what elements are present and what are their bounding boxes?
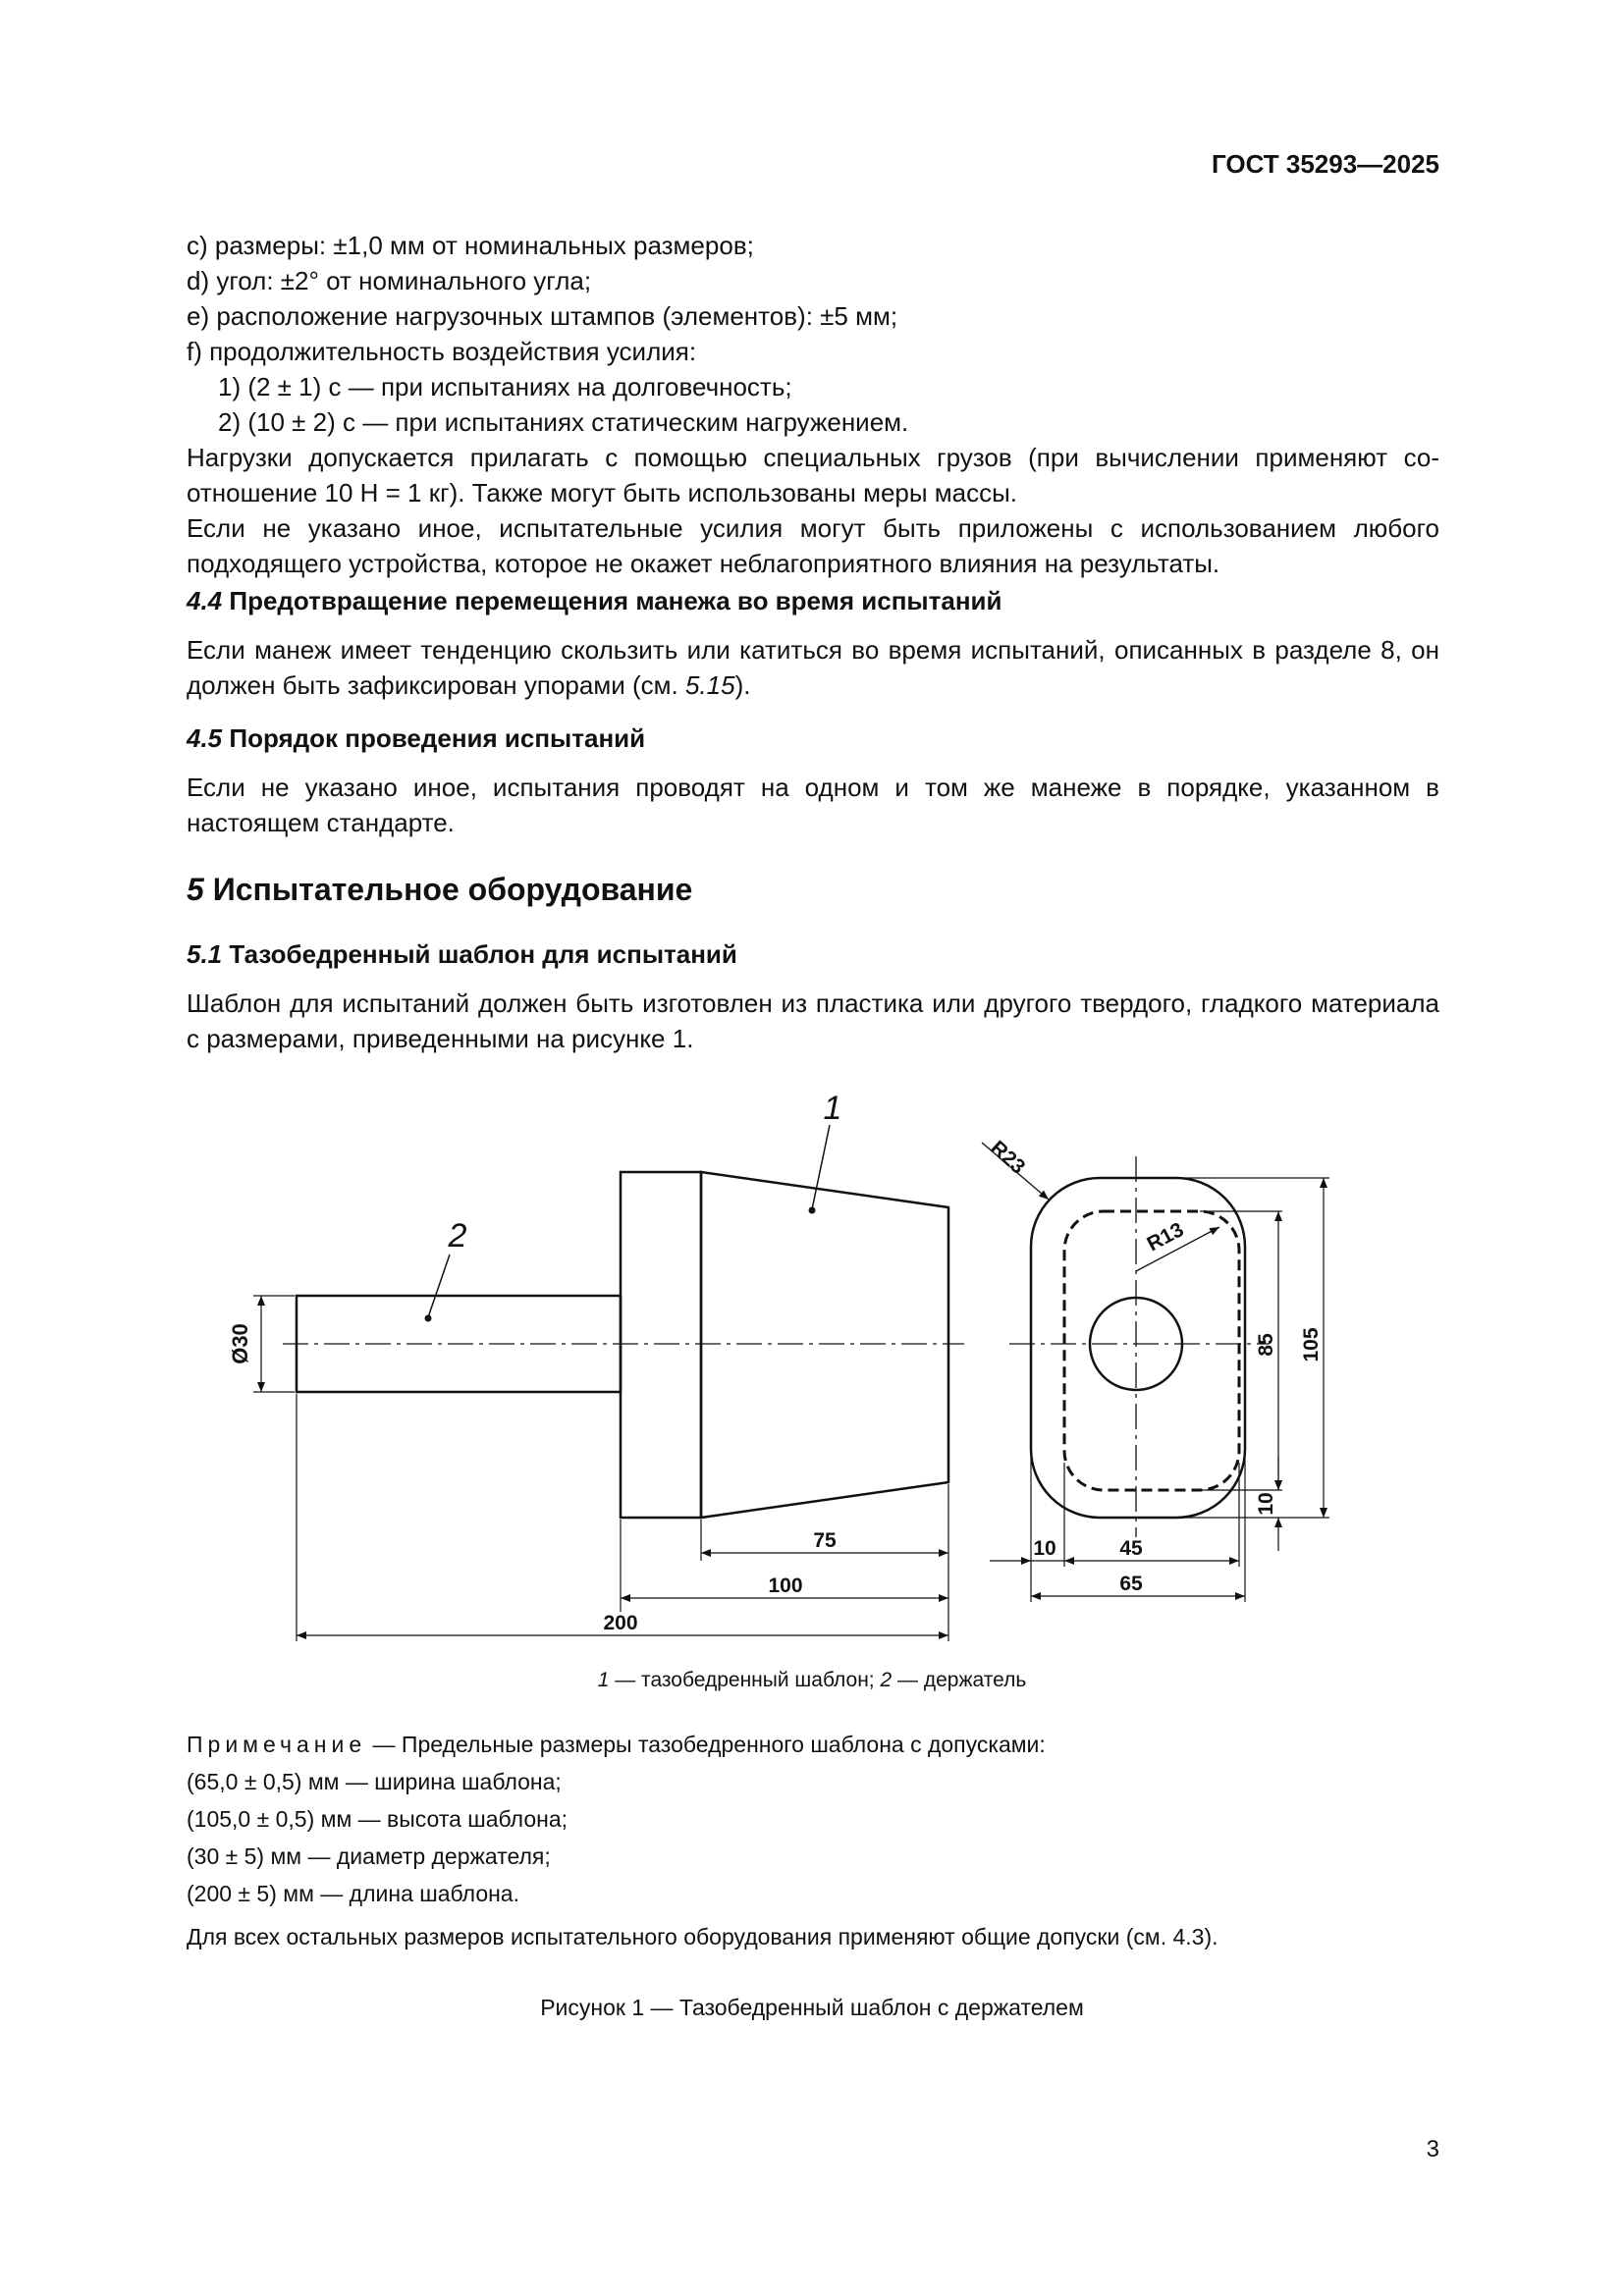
figure-legend: 1 — тазобедренный шаблон; 2 — держатель (597, 1669, 1027, 1691)
note-intro: Примечание — Предельные размеры тазобедренного шаблона с допусками: (187, 1732, 1046, 1757)
dim-45: 45 (1119, 1537, 1143, 1560)
note-line: (30 ± 5) мм — диаметр держателя; (187, 1843, 551, 1869)
section-heading: 4.4 Предотвращение перемещения манежа во время испытаний (187, 586, 1002, 615)
section-paragraph: Шаблон для испытаний должен быть изготовлен из пластика или другого твердого, гладкого материала с размерами, приведенными на рисунке 1. (187, 988, 1439, 1053)
section-4-5-body (187, 770, 1439, 840)
dim-85: 85 (1255, 1333, 1277, 1357)
section-5-1-body (187, 986, 1439, 1056)
dim-10-bottom: 10 (1033, 1537, 1056, 1560)
sub-list-item: 1) (2 ± 1) с — при испытаниях на долговечность; (218, 372, 792, 401)
section-4-5 (187, 721, 1439, 756)
figure-note (187, 1726, 1218, 1955)
section-5-1 (187, 936, 1439, 972)
dim-65: 65 (1119, 1573, 1143, 1595)
dim-75: 75 (813, 1529, 837, 1552)
section-paragraph: Если не указано иное, испытания проводят на одном и том же манеже в порядке, указанном в настоящем стандарте. (187, 773, 1439, 837)
document-id: ГОСТ 35293—2025 (1212, 149, 1439, 179)
dim-r13: R13 (1143, 1218, 1188, 1256)
dim-105: 105 (1300, 1327, 1323, 1362)
list-item: e) расположение нагрузочных штампов (элементов): ±5 мм; (187, 301, 898, 331)
note-general: Для всех остальных размеров испытательного оборудования применяют общие допуски (см. 4.3). (187, 1924, 1218, 1949)
section-5-heading: 5 Испытательное оборудование (187, 872, 693, 907)
note-line: (65,0 ± 0,5) мм — ширина шаблона; (187, 1769, 562, 1794)
callout-2: 2 (448, 1217, 467, 1255)
template-outline (1031, 1178, 1245, 1518)
page-number: 3 (1426, 2136, 1439, 2163)
dim-200: 200 (603, 1612, 638, 1634)
loads-paragraph: Нагрузки допускается прилагать с помощью специальных грузов (при вычислении применяют со-отношение 10 Н = 1 кг). Также могут быть использованы меры массы. (187, 443, 1439, 507)
sub-list-item: 2) (10 ± 2) с — при испытаниях статическим нагружением. (218, 407, 909, 437)
section-4-4 (187, 583, 1439, 618)
tolerance-list (187, 228, 1439, 581)
dim-diameter-30: Ø30 (228, 1323, 252, 1364)
figure-title: Рисунок 1 — Тазобедренный шаблон с держателем (540, 1995, 1084, 2020)
dim-r23: R23 (986, 1136, 1030, 1179)
section-heading: 4.5 Порядок проведения испытаний (187, 723, 646, 753)
section-heading: 5.1 Тазобедренный шаблон для испытаний (187, 939, 737, 969)
section-4-4-body (187, 632, 1439, 703)
dim-10-right: 10 (1255, 1492, 1277, 1516)
note-line: (105,0 ± 0,5) мм — высота шаблона; (187, 1806, 568, 1832)
section-paragraph: Если манеж имеет тенденцию скользить или катиться во время испытаний, описанных в разделе 8, он должен быть зафиксирован упорами (см. 5.15). (187, 635, 1439, 700)
dim-100: 100 (768, 1575, 803, 1597)
figure-1-drawing (0, 1090, 1624, 1679)
template-cone-shape (701, 1172, 948, 1518)
forces-paragraph: Если не указано иное, испытательные усилия могут быть приложены с использованием любого подходящего устройства, которое не окажет неблагоприятного влияния на результаты. (187, 513, 1439, 578)
list-item: d) угол: ±2° от номинального угла; (187, 266, 592, 295)
note-line: (200 ± 5) мм — длина шаблона. (187, 1881, 519, 1906)
list-item: f) продолжительность воздействия усилия: (187, 337, 697, 366)
callout-1: 1 (823, 1090, 842, 1127)
list-item: c) размеры: ±1,0 мм от номинальных размеров; (187, 231, 754, 260)
flange-shape (621, 1172, 701, 1518)
